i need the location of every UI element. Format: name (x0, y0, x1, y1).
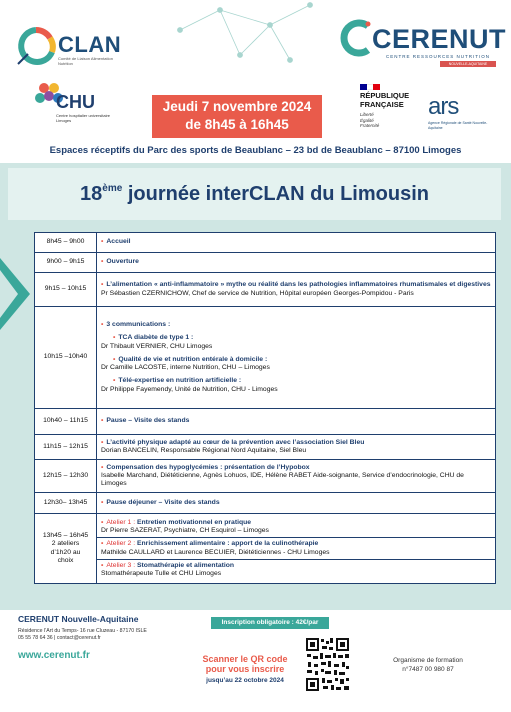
flag-icon (360, 84, 380, 90)
republique-francaise-logo (360, 84, 430, 129)
rf-motto-2: Égalité (360, 117, 374, 123)
chu-subtitle: Centre hospitalier universitaire Limoges (56, 113, 111, 123)
bullet-icon: • (101, 518, 104, 526)
bullet-icon: • (101, 417, 104, 425)
atelier-title: Stomathérapie et alimentation (137, 561, 235, 569)
event-date-box (152, 95, 322, 138)
session-title: Compensation des hypoglycémies : présentation de l’Hypobox (106, 463, 310, 471)
atelier-label: Atelier 3 : (106, 561, 136, 569)
event-title: 18ème journée interCLAN du Limousin (80, 182, 429, 205)
venue-address: Espaces réceptifs du Parc des sports de Beaublanc – 23 bd de Beaublanc – 87100 Limoges (49, 145, 462, 156)
cerenut-logo-icon (340, 18, 374, 58)
network-decoration (160, 0, 340, 75)
chu-name: CHU (56, 92, 95, 112)
clan-subtitle: Comité de Liaison Alimentation Nutrition (58, 56, 113, 66)
session-title: Pause – Visite des stands (106, 417, 190, 425)
ars-name: ars (428, 93, 459, 120)
inscription-badge: Inscription obligatoire : 42€/par personne (211, 617, 329, 629)
session-speaker: Pr Sébastien CZERNICHOW, Chef de service de Nutrition, Hôpital européen Georges-Pompidou - Paris (101, 289, 414, 297)
program-table (34, 232, 496, 584)
cerenut-name: CERENUT (372, 24, 507, 54)
event-date: Jeudi 7 novembre 2024 (162, 99, 312, 114)
atelier-speaker: Dr Pierre SAZERAT, Psychiatre, CH Esquirol – Limoges (101, 527, 269, 535)
website-link[interactable]: www.cerenut.fr (18, 650, 90, 661)
bullet-icon: • (101, 561, 104, 569)
table-row (35, 307, 496, 409)
training-org-info: Organisme de formation n°7487 00 980 87 (393, 657, 463, 673)
time-cell: 13h45 – 16h45 2 ateliers d’1h20 au choix (35, 514, 97, 584)
rf-motto-1: Liberté (360, 112, 374, 117)
time-cell: 10h40 – 11h15 (35, 409, 97, 435)
time-cell: 9h15 – 10h15 (35, 273, 97, 307)
time-cell: 11h15 – 12h15 (35, 435, 97, 460)
cerenut-region: NOUVELLE-AQUITAINE (440, 61, 496, 67)
communication-speaker: Dr Philippe Fayemendy, Unité de Nutrition, CHU - Limoges (101, 385, 278, 393)
session-title: L’alimentation « anti-inflammatoire » mythe ou réalité dans les pathologies inflammatoires rhumatismales et digestives (106, 281, 491, 289)
qr-code-icon[interactable] (305, 637, 350, 692)
atelier-title: Enrichissement alimentaire : apport de la culinothérapie (137, 540, 319, 548)
atelier-label: Atelier 2 : (106, 540, 136, 548)
footer-address: Résidence l’Art du Temps- 16 rue Cluzeau - 87170 ISLE 05 55 78 64 36 | contact@cerenut.fr (18, 628, 147, 641)
table-row (35, 460, 496, 493)
bullet-icon: • (113, 334, 116, 342)
rf-motto-3: Fraternité (360, 123, 380, 128)
time-cell: 12h15 – 12h30 (35, 460, 97, 493)
atelier-label: Atelier 1 : (106, 518, 136, 526)
time-cell: 9h00 – 9h15 (35, 253, 97, 273)
session-title: Ouverture (106, 258, 139, 266)
table-row (35, 493, 496, 514)
table-row (35, 409, 496, 435)
bullet-icon: • (101, 540, 104, 548)
communication-title: TCA diabète de type 1 : (118, 334, 194, 342)
title-band (0, 163, 511, 225)
session-title: Accueil (106, 238, 131, 246)
scan-qr-text: Scanner le QR code pour vous inscrire (202, 654, 288, 674)
time-cell: 10h15 –10h40 (35, 307, 97, 409)
time-cell: 8h45 – 9h00 (35, 233, 97, 253)
clan-logo-icon (14, 24, 58, 68)
bullet-icon: • (101, 498, 104, 506)
bullet-icon: • (113, 377, 116, 385)
session-speaker: Isabelle Marchand, Diététicienne, Agnès Lohuos, IDE, Hélène RABET Aide-soignante, Service d’endocrinologie, CHU de Limoges (101, 471, 464, 488)
atelier-speaker: Mathilde CAULLARD et Laurence BECUIER, Diététiciennes - CHU Limoges (101, 548, 330, 556)
session-title: L’activité physique adapté au cœur de la prévention avec l’association Siel Bleu (106, 438, 365, 446)
bullet-icon: • (101, 463, 104, 471)
table-row (35, 273, 496, 307)
session-title: Pause déjeuner – Visite des stands (106, 498, 220, 506)
session-title: 3 communications : (106, 321, 171, 329)
rf-title-2: FRANÇAISE (360, 99, 404, 109)
communication-title: Télé-expertise en nutrition artificielle : (118, 377, 242, 385)
bullet-icon: • (101, 258, 104, 266)
table-row (35, 514, 496, 584)
footer-org-name: CERENUT Nouvelle-Aquitaine (18, 614, 139, 624)
clan-name: CLAN (58, 32, 122, 57)
bullet-icon: • (101, 438, 104, 446)
atelier-title: Entretien motivationnel en pratique (137, 518, 252, 526)
communication-speaker: Dr Camille LACOSTE, interne Nutrition, CHU – Limoges (101, 364, 270, 372)
time-cell: 12h30– 13h45 (35, 493, 97, 514)
communication-speaker: Dr Thibault VERNIER, CHU Limoges (101, 342, 213, 350)
ars-subtitle: Agence Régionale de Santé Nouvelle-Aquitaine (428, 121, 488, 130)
atelier-speaker: Stomathérapeute Tulle et CHU Limoges (101, 569, 222, 577)
session-speaker: Dorian BANCELIN, Responsable Régional Nord Aquitaine, Siel Bleu (101, 447, 307, 454)
cerenut-subtitle: CENTRE RESSOURCES NUTRITION (386, 54, 491, 59)
table-row (35, 435, 496, 460)
rf-title-1: RÉPUBLIQUE (360, 91, 410, 100)
registration-deadline: jusqu’au 22 octobre 2024 (206, 677, 284, 684)
bullet-icon: • (113, 355, 116, 363)
communication-title: Qualité de vie et nutrition entérale à domicile : (118, 355, 268, 363)
table-row (35, 233, 496, 253)
bullet-icon: • (101, 238, 104, 246)
event-hours: de 8h45 à 16h45 (185, 117, 289, 132)
bullet-icon: • (101, 321, 104, 329)
table-row (35, 253, 496, 273)
bullet-icon: • (101, 281, 104, 289)
